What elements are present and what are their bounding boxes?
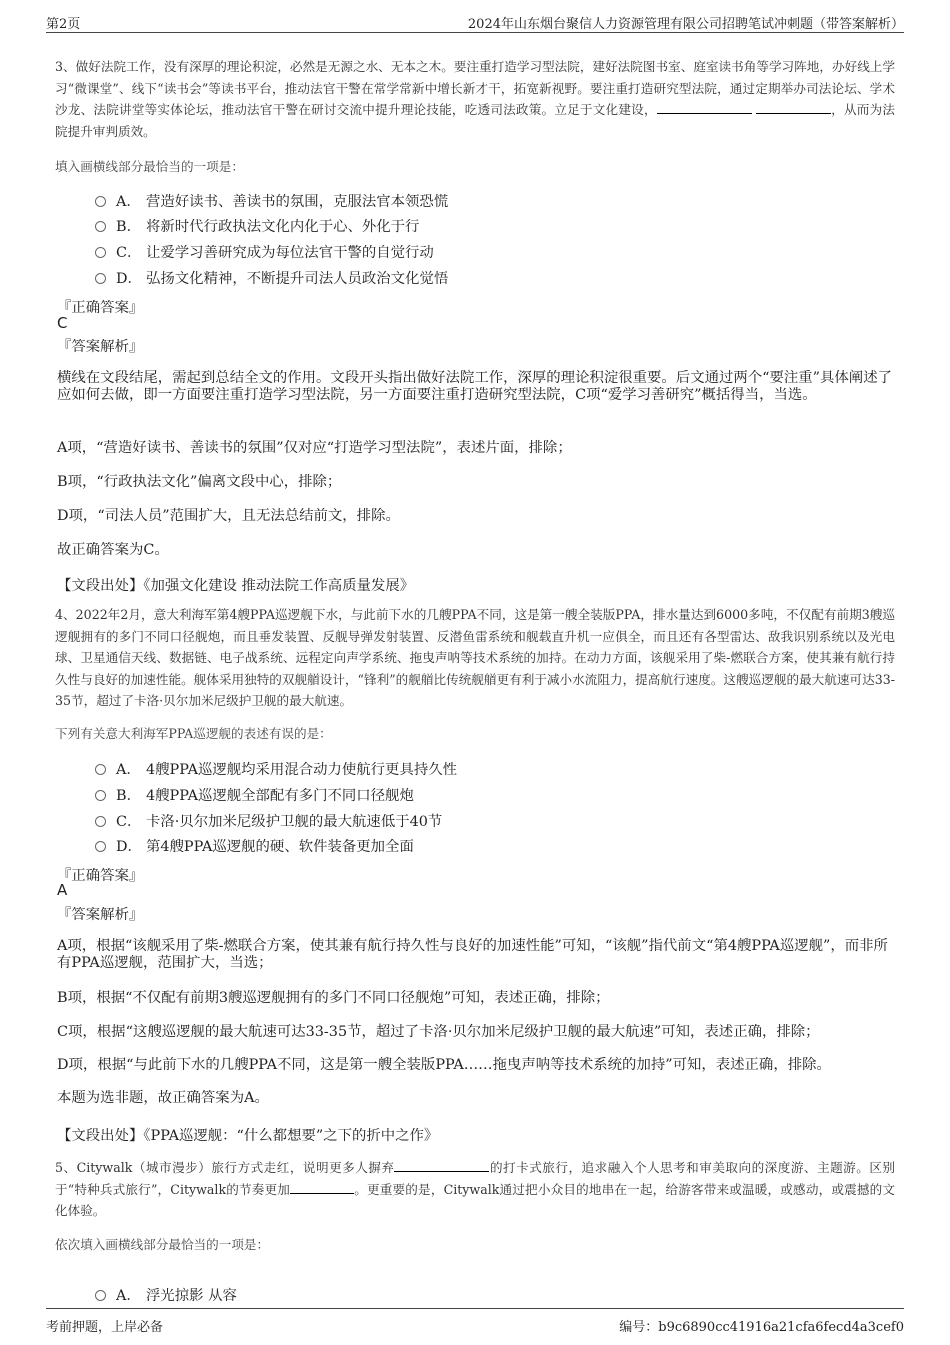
q3-analysis-label: 『答案解析』 [57, 339, 144, 355]
document-code: 编号：b9c6890cc41916a21cfa6fecd4a3cef0 [619, 1320, 904, 1335]
q4-option-b[interactable]: B． 4艘PPA巡逻舰全部配有多门不同口径舰炮 [95, 784, 414, 805]
radio-icon[interactable] [95, 764, 106, 775]
question-5-prompt: 依次填入画横线部分最恰当的一项是： [55, 1237, 270, 1252]
q3-analysis-paragraph: 横线在文段结尾，需起到总结全文的作用。文段开头指出做好法院工作，深厚的理论积淀很重要。后文通过两个“要注重”具体阐述了应如何去做，即一方面要注重打造学习型法院，另一方面要注重打造研究型法院，C项“爱学习善研究”概括得当，当选。 [57, 370, 892, 403]
q4-option-d[interactable]: D． 第4艘PPA巡逻舰的硬、软件装备更加全面 [95, 835, 414, 856]
q4-analysis-paragraph: D项，根据“与此前下水的几艘PPA不同，这是第一艘全装版PPA……拖曳声呐等技术系统的加持”可知，表述正确，排除。 [57, 1057, 831, 1073]
q3-source: 【文段出处】《加强文化建设 推动法院工作高质量发展》 [57, 578, 415, 594]
q3-option-d[interactable]: D． 弘扬文化精神，不断提升司法人员政治文化觉悟 [95, 267, 448, 288]
q4-analysis-paragraph: C项，根据“这艘巡逻舰的最大航速可达33-35节，超过了卡洛·贝尔加米尼级护卫舰的最大航速”可知，表述正确，排除； [57, 1024, 820, 1040]
q4-analysis-paragraph: B项，根据“不仅配有前期3艘巡逻舰拥有的多门不同口径舰炮”可知，表述正确，排除； [57, 990, 610, 1006]
radio-icon[interactable] [95, 273, 106, 284]
question-5-stem: 5、Citywalk（城市漫步）旅行方式走红，说明更多人摒弃 的打卡式旅行，追求融入个人思考和审美取向的深度游、主题游。区别于“特种兵式旅行”，Citywalk的节奏更加 。更重要的是，Citywalk通过把小众目的地串在一起，给游客带来或温暖，或感动，或震撼的文化体验。 [55, 1160, 895, 1219]
q3-option-a[interactable]: A． 营造好读书、善读书的氛围，克服法官本领恐慌 [95, 190, 448, 211]
page-footer [46, 1308, 904, 1335]
q4-answer-label: 『正确答案』 [57, 868, 144, 884]
question-4-stem: 4、2022年2月，意大利海军第4艘PPA巡逻舰下水，与此前下水的几艘PPA不同，这是第一艘全装版PPA，排水量达到6000多吨，不仅配有前期3艘巡逻舰拥有的多门不同口径舰炮，而且垂发装置、反舰导弹发射装置、反潜鱼雷系统和舰载直升机一应俱全，而且还有各型雷达、敌我识别系统以及光电球、卫星通信天线、数据链、电子战系统、远程定向声学系统、拖曳声呐等技术系统的加持。在动力方面，该舰采用了柴-燃联合方案，使其兼有航行持久性与良好的加速性能。舰体采用独特的双舰艏设计，“锋利”的舰艏比传统舰艏更有利于减小水流阻力，提高航行速度。这艘巡逻舰的最大航速可达33-35节，超过了卡洛·贝尔加米尼级护卫舰的最大航速。 [55, 607, 895, 709]
q3-analysis-paragraph: B项，“行政执法文化”偏离文段中心，排除； [57, 474, 342, 490]
q5-option-a[interactable]: A． 浮光掠影 从容 [95, 1284, 237, 1305]
q3-option-c[interactable]: C． 让爱学习善研究成为每位法官干警的自觉行动 [95, 241, 434, 262]
q4-analysis-paragraph: 本题为选非题，故正确答案为A。 [57, 1090, 269, 1106]
q4-analysis-label: 『答案解析』 [57, 907, 144, 923]
fill-blank[interactable] [290, 1181, 354, 1194]
q4-option-c[interactable]: C． 卡洛·贝尔加米尼级护卫舰的最大航速低于40节 [95, 810, 442, 831]
fill-blank[interactable] [394, 1159, 489, 1172]
radio-icon[interactable] [95, 816, 106, 827]
radio-icon[interactable] [95, 1290, 106, 1301]
radio-icon[interactable] [95, 790, 106, 801]
question-3-prompt: 填入画横线部分最恰当的一项是： [55, 159, 244, 174]
q3-analysis-paragraph: 故正确答案为C。 [57, 542, 169, 558]
q3-option-b[interactable]: B． 将新时代行政执法文化内化于心、外化于行 [95, 215, 419, 236]
radio-icon[interactable] [95, 196, 106, 207]
fill-blank-continued[interactable] [756, 100, 831, 114]
q4-option-a[interactable]: A． 4艘PPA巡逻舰均采用混合动力使航行更具持久性 [95, 758, 457, 779]
document-title: 2024年山东烟台聚信人力资源管理有限公司招聘笔试冲刺题（带答案解析） [467, 17, 904, 32]
radio-icon[interactable] [95, 841, 106, 852]
page-header [46, 10, 904, 33]
q3-answer-label: 『正确答案』 [57, 300, 144, 316]
fill-blank[interactable] [657, 101, 752, 114]
question-4-prompt: 下列有关意大利海军PPA巡逻舰的表述有误的是： [55, 726, 332, 741]
q3-analysis-paragraph: D项，“司法人员”范围扩大，且无法总结前文，排除。 [57, 508, 400, 524]
q4-answer: A [57, 881, 68, 899]
q4-analysis-paragraph: A项，根据“该舰采用了柴-燃联合方案，使其兼有航行持久性与良好的加速性能”可知，“该舰”指代前文“第4艘PPA巡逻舰”，而非所有PPA巡逻舰，范围扩大，当选； [57, 938, 888, 971]
radio-icon[interactable] [95, 247, 106, 258]
footer-motto: 考前押题，上岸必备 [46, 1320, 164, 1335]
q3-answer: C [57, 314, 68, 332]
q4-source: 【文段出处】《PPA巡逻舰：“什么都想要”之下的折中之作》 [57, 1128, 439, 1144]
q3-analysis-paragraph: A项，“营造好读书、善读书的氛围”仅对应“打造学习型法院”，表述片面，排除； [57, 440, 572, 456]
radio-icon[interactable] [95, 221, 106, 232]
question-3-stem: 3、做好法院工作，没有深厚的理论积淀，必然是无源之水、无本之木。要注重打造学习型法院，建好法院图书室、庭室读书角等学习阵地，办好线上学习“微课堂”、线下“读书会”等读书平台，推动法官干警在常学常新中增长新才干，拓宽新视野。要注重打造研究型法院，通过定期举办司法论坛、学术沙龙、法院讲堂等实体论坛，推动法官干警在研讨交流中提升理论技能，吃透司法政策。立足于文化建设， ，从而为法院提升审判质效。 [55, 59, 896, 139]
page-number: 第2页 [46, 17, 81, 32]
